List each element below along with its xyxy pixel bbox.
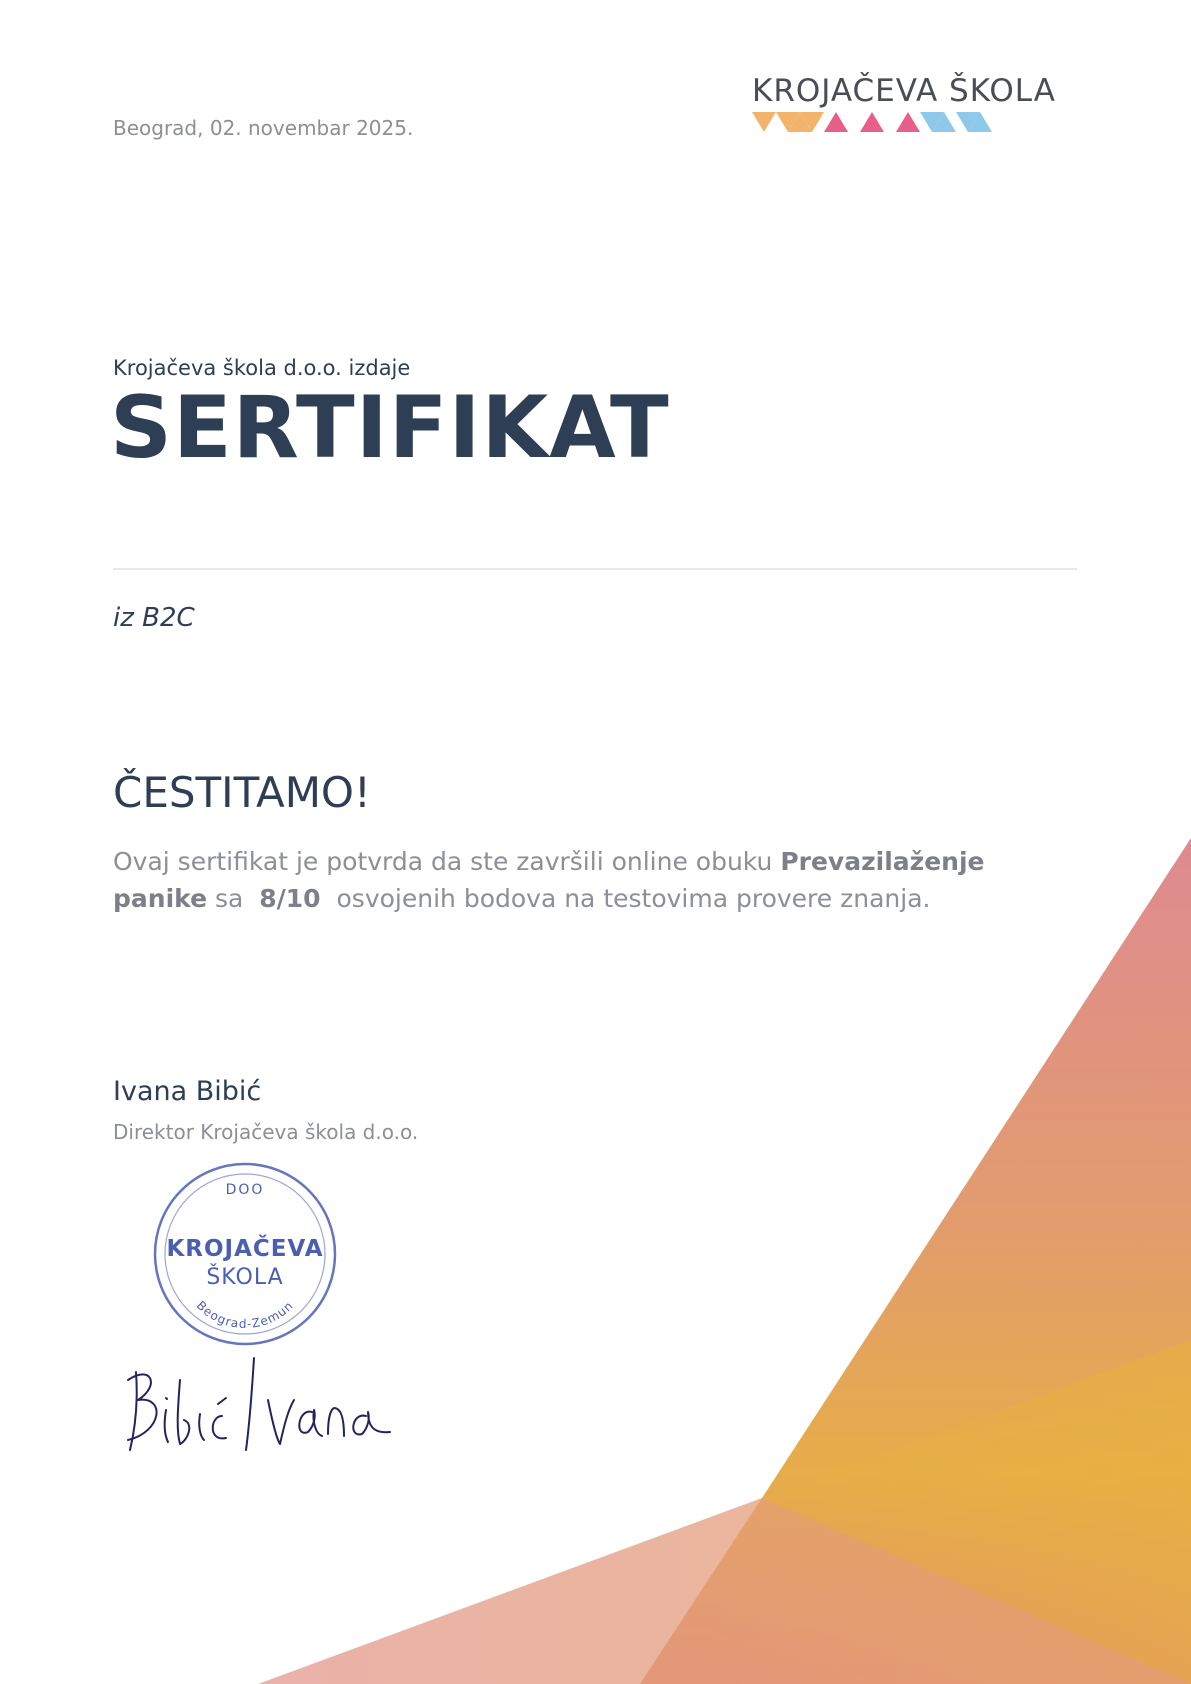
- logo-text: KROJAČEVA ŠKOLA: [752, 73, 1056, 109]
- issue-date: Beograd, 02. novembar 2025.: [113, 116, 414, 140]
- congrats-heading: ČESTITAMO!: [113, 768, 371, 817]
- course-name: Prevazilaženje panike: [113, 847, 985, 913]
- certificate-title: SERTIFIKAT: [110, 378, 670, 478]
- signer-name: Ivana Bibić: [113, 1076, 262, 1107]
- stamp-bottom-text: Beograd-Zemun: [193, 1298, 297, 1331]
- message-text-after: osvojenih bodova na testovima provere znanja.: [336, 884, 931, 913]
- certificate-category: iz B2C: [113, 603, 195, 633]
- divider: [113, 568, 1077, 570]
- message-text-middle: sa: [215, 884, 244, 913]
- company-stamp-icon: [147, 1160, 343, 1350]
- issuer-line: Krojačeva škola d.o.o. izdaje: [113, 356, 411, 380]
- score-value: 8/10: [259, 884, 321, 913]
- signer-title: Direktor Krojačeva škola d.o.o.: [113, 1120, 419, 1144]
- stamp-top-text: DOO: [225, 1182, 265, 1198]
- message-text-before: Ovaj sertifikat je potvrda da ste završili online obuku: [113, 847, 773, 876]
- logo-triangles-icon: [752, 112, 1002, 134]
- certificate-message: [113, 843, 1043, 917]
- stamp-line1: KROJAČEVA: [166, 1236, 324, 1262]
- brand-logo: [752, 72, 1080, 134]
- stamp-line2: ŠKOLA: [206, 1265, 284, 1290]
- handwritten-signature-icon: [122, 1350, 392, 1460]
